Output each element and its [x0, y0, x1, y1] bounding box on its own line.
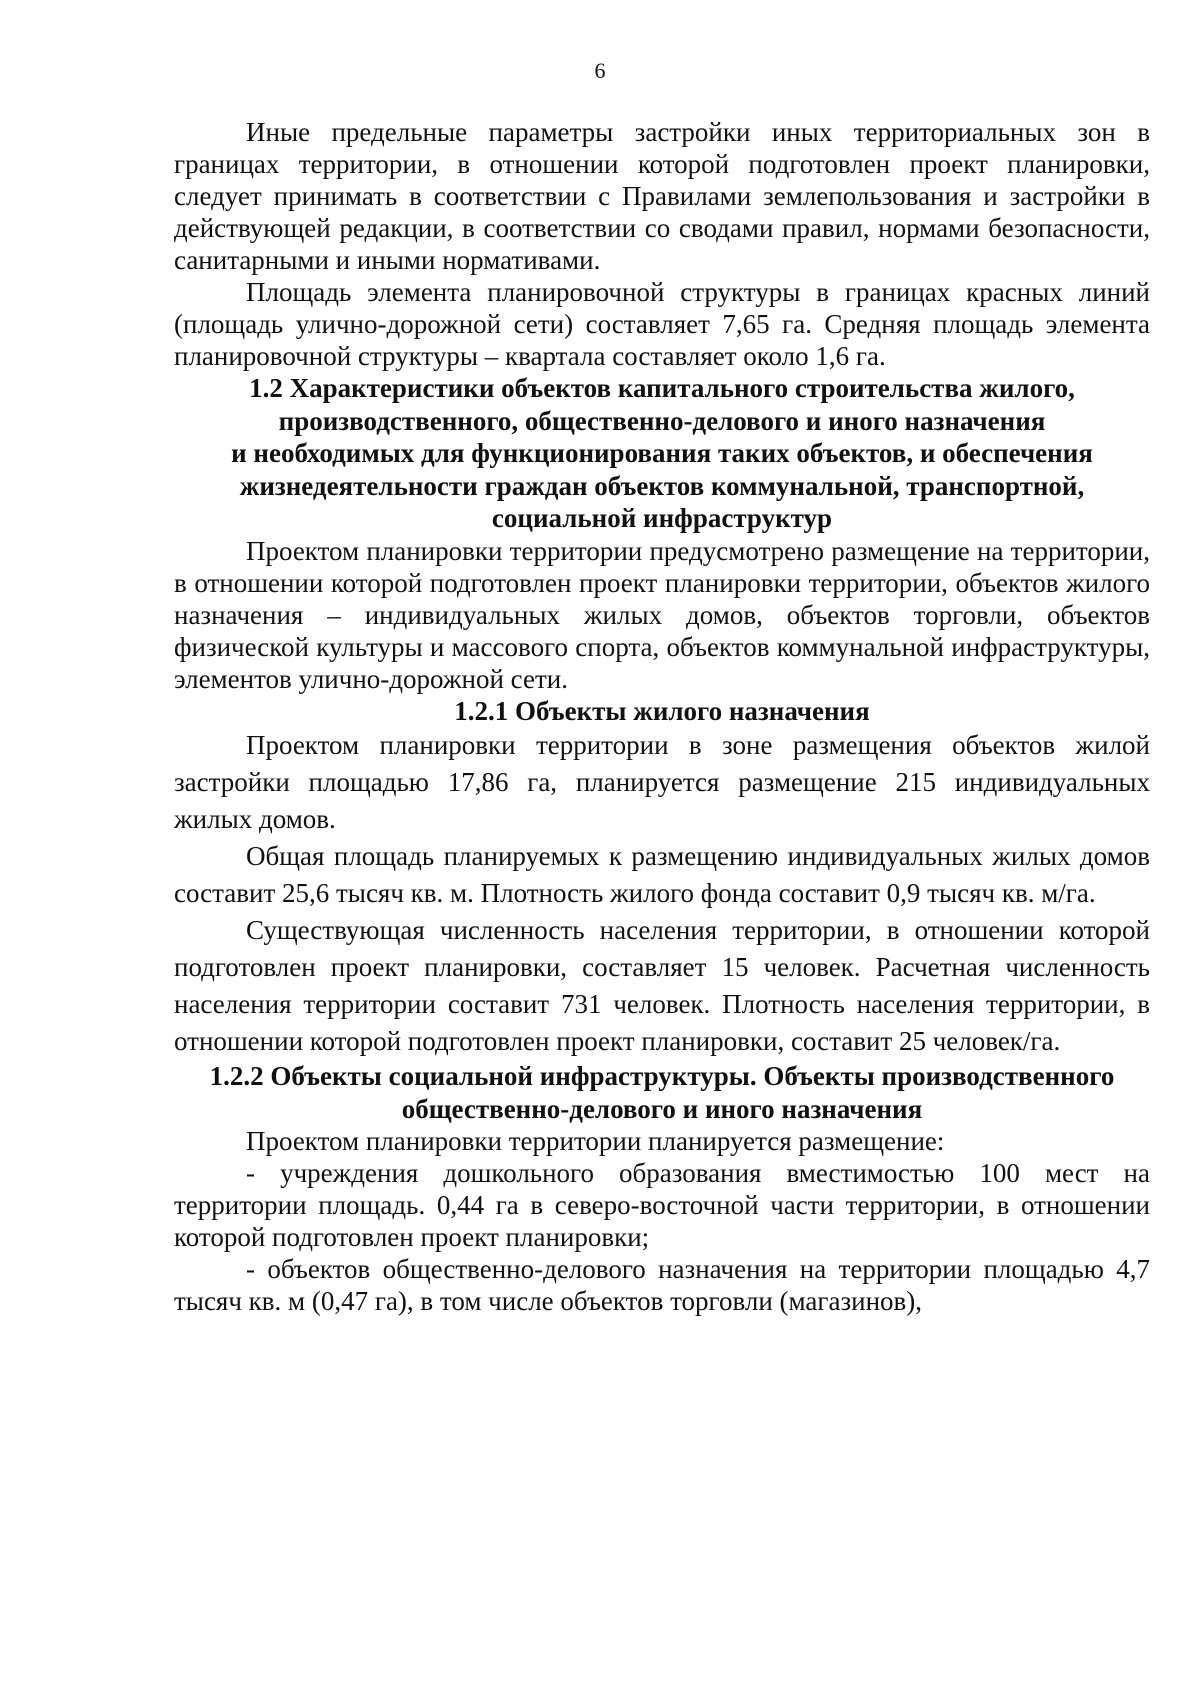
paragraph-planned-placement-intro: Проектом планировки территории планируется размещение:	[246, 1126, 945, 1156]
section-1-2-2-heading-line: 1.2.2 Объекты социальной инфраструктуры. Объекты производственного	[209, 1061, 1115, 1091]
section-1-2-2-heading-line: общественно-делового и иного назначения	[401, 1093, 923, 1124]
list-item-preschool: - учреждения дошкольного образования вместимостью 100 мест на территории площадь. 0,44 га в северо-восточной части территории, в отношении которой подготовлен проект планировки;	[174, 1158, 1150, 1252]
section-1-2-2-heading	[174, 1060, 1150, 1125]
page-number: 6	[594, 58, 606, 83]
paragraph-planned-placement: Проектом планировки территории предусмотрено размещение на территории, в отношении которой подготовлен проект планировки территории, объектов жилого назначения – индивидуальных жилых домов, объектов торговли, объектов физической культуры и массового спорта, объектов коммунальной инфраструктуры, элементов улично-дорожной сети.	[174, 535, 1150, 694]
paragraph-population: Существующая численность населения территории, в отношении которой подготовлен проект планировки, составляет 15 человек. Расчетная численность населения территории составит 731 человек. Плотность населения территории, в отношении которой подготовлен проект планировки, составит 25 человек/га.	[174, 915, 1150, 1056]
list-item-public-business: - объектов общественно-делового назначения на территории площадью 4,7 тысяч кв. м (0,47 га), в том числе объектов торговли (магазинов),	[174, 1254, 1150, 1316]
paragraph-structure-area: Площадь элемента планировочной структуры в границах красных линий (площадь улично-дорожной сети) составляет 7,65 га. Средняя площадь элемента планировочной структуры – квартала составляет около 1,6 га.	[174, 277, 1150, 371]
paragraph-residential-houses: Проектом планировки территории в зоне размещения объектов жилой застройки площадью 17,86 га, планируется размещение 215 индивидуальных жилых домов.	[174, 730, 1150, 834]
section-1-2-heading-line: производственного, общественно-делового и иного назначения	[278, 405, 1046, 436]
section-1-2-heading-line: и необходимых для функционирования таких объектов, и обеспечения	[231, 438, 1093, 468]
section-1-2-heading	[174, 372, 1150, 535]
paragraph-zone-parameters: Иные предельные параметры застройки иных территориальных зон в границах территории, в отношении которой подготовлен проект планировки, следует принимать в соответствии с Правилами землепользования и застройки в действующей редакции, в соответствии со сводами правил, нормами безопасности, санитарными и иными нормативами.	[174, 117, 1150, 275]
section-1-2-1-heading: 1.2.1 Объекты жилого назначения	[454, 695, 870, 726]
section-1-2-heading-line: жизнедеятельности граждан объектов коммунальной, транспортной,	[239, 470, 1085, 501]
document-body	[174, 116, 1150, 1317]
section-1-2-heading-line: социальной инфраструктур	[491, 503, 833, 533]
paragraph-housing-area: Общая площадь планируемых к размещению индивидуальных жилых домов составит 25,6 тысяч кв. м. Плотность жилого фонда составит 0,9 тысяч кв. м/га.	[174, 841, 1150, 908]
section-1-2-heading-line: 1.2 Характеристики объектов капитального строительства жилого,	[249, 373, 1075, 403]
